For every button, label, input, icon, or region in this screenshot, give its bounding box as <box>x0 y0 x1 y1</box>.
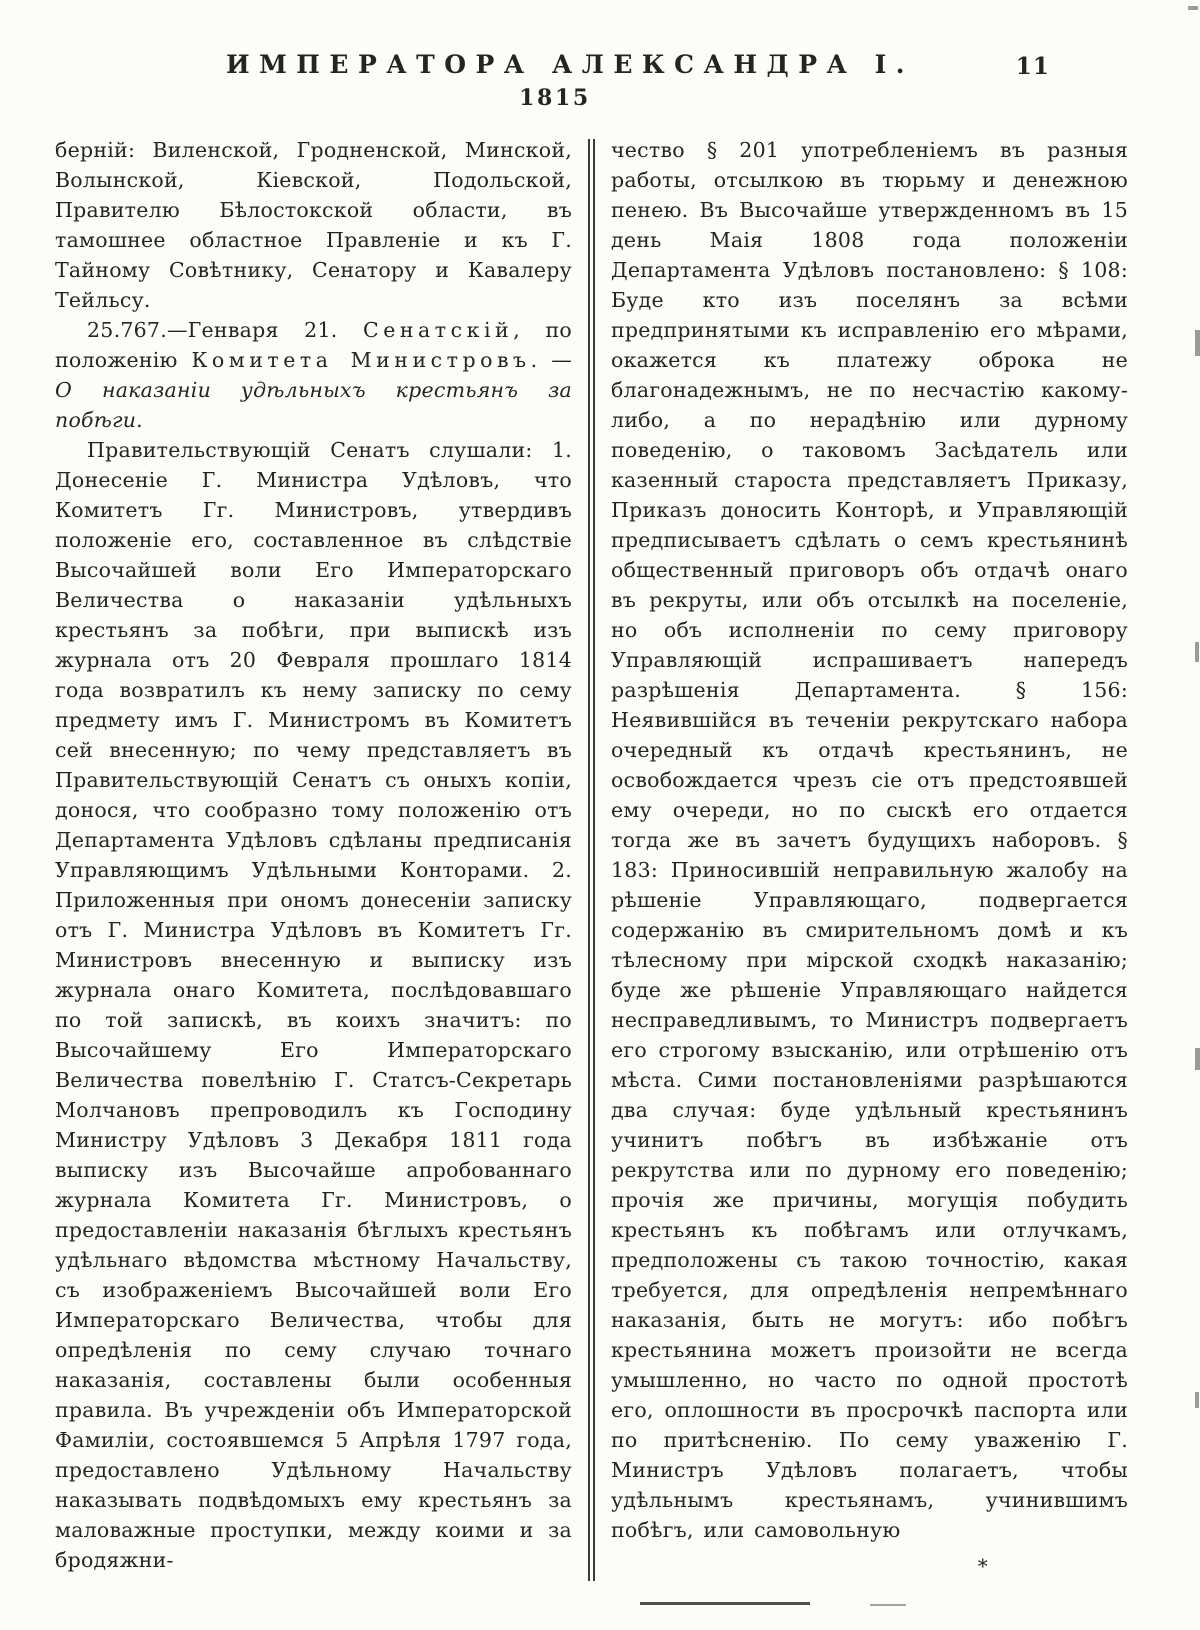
scan-artifact <box>1195 1392 1199 1408</box>
decree-separator: . — <box>530 348 572 372</box>
left-column <box>55 135 572 1581</box>
page-header <box>0 0 1200 111</box>
two-column-text-block <box>0 111 1200 1581</box>
decree-type: Сенатскій <box>363 318 514 342</box>
paragraph-left-body: Правительствующій Сенатъ слушали: 1. Донесеніе Г. Министра Удѣловъ, что Комитетъ Гг. Министровъ, утвердивъ положеніе его, составленное въ слѣдствіе Высочайшей воли Его Императорскаго Величества о наказаніи удѣльныхъ крестьянъ за побѣги, при выпискѣ изъ журнала отъ 20 Февраля прошлаго 1814 года возвратилъ къ нему записку по сему предмету имъ Г. Министромъ въ Комитетъ сей внесенную; по чему представляетъ въ Правительствующій Сенатъ съ оныхъ копіи, донося, что сообразно тому положенію отъ Департамента Удѣловъ сдѣланы предписанія Управляющимъ Удѣльными Конторами. 2. Приложенныя при ономъ донесеніи записку отъ Г. Министра Удѣловъ въ Комитетъ Гг. Министровъ внесенную и выписку изъ журнала онаго Комитета, послѣдовавшаго по той запискѣ, въ коихъ значитъ: по Высочайшему Его Императорскаго Величества повелѣнію Г. Статсъ-Секретарь Молчановъ препроводилъ къ Господину Министру Удѣловъ 3 Декабря 1811 года выписку изъ Высочайше апробованнаго журнала Комитета Гг. Министровъ, о предоставленіи наказанія бѣглыхъ крестьянъ удѣльнаго вѣдомства мѣстному Начальству, съ изображеніемъ Высочайшей воли Его Императорскаго Величества, чтобы для опредѣленія по сему случаю точнаго наказанія, составлены были особенныя правила. Въ учрежденіи объ Императорской Фамиліи, состоявшемся 5 Апрѣля 1797 года, предоставлено Удѣльному Начальству наказывать подвѣдомыхъ ему крестьянъ за маловажные проступки, между коими и за бродяжни- <box>55 438 572 1572</box>
decree-title-italic: О наказаніи удѣльныхъ крестьянъ за побѣги. <box>55 378 572 432</box>
page-number: 11 <box>1015 53 1050 80</box>
scan-artifact <box>1195 330 1200 356</box>
year-heading: 1815 <box>519 85 591 111</box>
decree-heading <box>55 315 572 435</box>
decree-committee: Комитета Министровъ <box>191 348 531 372</box>
scan-artifact <box>1188 6 1198 10</box>
scan-artifact <box>640 1602 810 1605</box>
signature-asterisk: * <box>977 1554 988 1578</box>
scan-artifact <box>870 1604 906 1606</box>
scan-artifact <box>1195 642 1199 662</box>
paragraph-right-body: чество § 201 употребленіемъ въ разныя работы, отсылкою въ тюрьму и денежною пенею. Въ Высочайше утвержденномъ въ 15 день Маія 1808 года положеніи Департамента Удѣловъ постановлено: § 108: Буде кто изъ поселянъ за всѣми предпринятыми къ исправленію его мѣрами, окажется къ платежу оброка не благонадежнымъ, не по несчастію какому-либо, а по нерадѣнію или дурному поведенію, о таковомъ Засѣдатель или казенный староста представляетъ Приказу, Приказъ доносить Конторѣ, и Управляющій предписываетъ сдѣлать о семъ крестьянинѣ общественный приговоръ объ отдачѣ онаго въ рекруты, или объ отсылкѣ на поселеніе, но объ исполненіи по сему приговору Управляющій испрашиваетъ напередъ разрѣшенія Департамента. § 156: Неявившійся въ теченіи рекрутскаго набора очередный къ отдачѣ крестьянинъ, не освобождается чрезъ сіе отъ предстоявшей ему очереди, но по сыскѣ его отдается тогда же въ зачетъ будущихъ наборовъ. § 183: Приносившій неправильную жалобу на рѣшеніе Управляющаго, подвергается содержанію въ смирительномъ домѣ и къ тѣлесному при мірской сходкѣ наказанію; буде же рѣшеніе Управляющаго найдется несправедливымъ, то Министръ подвергаетъ его строгому взысканію, или отрѣшенію отъ мѣста. Сими постановленіями разрѣшаются два случая: буде удѣльный крестьянинъ учинитъ побѣгъ въ избѣжаніе отъ рекрутства или по дурному его поведенію; прочія же причины, могущія побудить крестьянъ къ побѣгамъ или отлучкамъ, предположены съ такою точностію, какая требуется, для опредѣленія непремѣннаго наказанія, быть не могутъ: ибо побѣгъ крестьянина можетъ произойти не всегда умышленно, но часто по одной простотѣ его, оплошности въ просрочкѣ паспорта или по притѣсненію. По сему уваженію Г. Министръ Удѣловъ полагаетъ, чтобы удѣльнымъ крестьянамъ, учинившимъ побѣгъ, или самовольную <box>611 138 1128 1542</box>
decree-number-date: 25.767.—Генваря 21. <box>87 318 364 342</box>
paragraph-continuation: берній: Виленской, Гродненской, Минской, Волынской, Кіевской, Подольской, Правителю Бѣлостокской области, въ тамошнее областное Правленіе и къ Г. Тайному Совѣтнику, Сенатору и Кавалеру Тейльсу. <box>55 138 572 312</box>
right-column <box>611 135 1128 1581</box>
running-title: ИМПЕРАТОРА АЛЕКСАНДРА I. <box>226 50 914 79</box>
scan-artifact <box>1195 1048 1200 1070</box>
column-divider-rule <box>588 139 595 1581</box>
decree-mid-text: , по положенію <box>55 318 572 372</box>
